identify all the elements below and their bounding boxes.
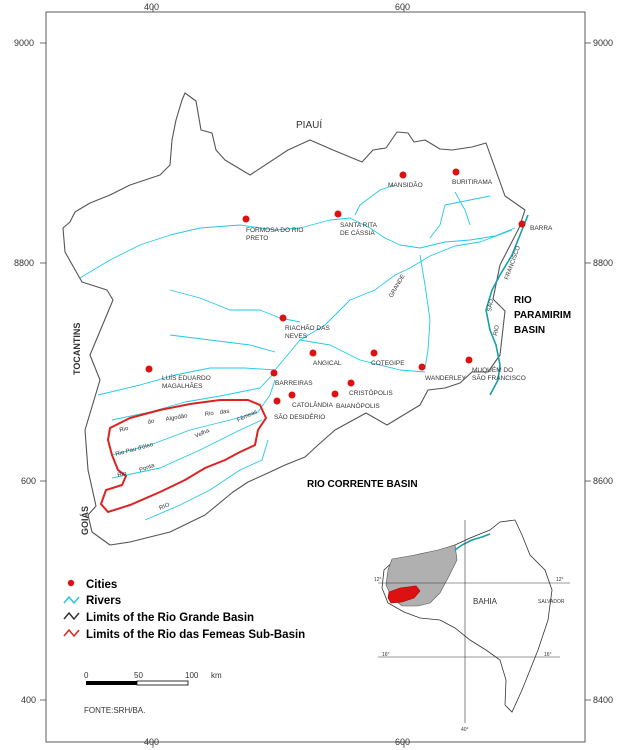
legend-femeas-limits: Limits of the Rio das Femeas Sub-Basin xyxy=(86,629,306,641)
city-label: COTEGIPE xyxy=(371,360,405,367)
basin-label-corrente: RIO CORRENTE BASIN xyxy=(307,479,418,490)
city-label: MAGALHÃES xyxy=(162,383,203,390)
city-label: NEVES xyxy=(285,333,308,340)
city-label: BARREIRAS xyxy=(275,380,313,387)
city-riachao-das-neves xyxy=(280,315,331,341)
city-label: SÃO FRANCISCO xyxy=(472,375,526,382)
legend xyxy=(64,579,305,641)
source-credit: FONTE:SRH/BA. xyxy=(84,706,146,715)
y-tick-400-left: 400 xyxy=(21,695,37,705)
river-label-pau-doleo: Rio Pau d'óleo xyxy=(114,442,155,458)
city-marker xyxy=(289,392,296,399)
city-label: FORMOSA DO RIO xyxy=(246,227,304,234)
inset-label-lat16-left: 16° xyxy=(382,652,390,658)
basin-label-paramirim-3: BASIN xyxy=(514,325,546,336)
rio-grande xyxy=(275,230,512,370)
inset-label-lat16-right: 16° xyxy=(544,652,552,658)
river-label-femeas-1: Rio xyxy=(118,425,130,434)
city-label: BURITIRAMA xyxy=(452,179,493,186)
city-label: LUÍS EDUARDO xyxy=(162,375,211,382)
river-label-ponta-2: Ponta xyxy=(138,462,156,474)
state-label-tocantins: TOCANTINS xyxy=(72,322,82,375)
legend-cities: Cities xyxy=(86,579,118,591)
scale-label-100: 100 xyxy=(185,671,199,680)
rio-grande-north xyxy=(430,196,490,238)
city-marker xyxy=(310,350,317,357)
x-tick-600-bottom: 600 xyxy=(395,737,411,747)
river-label-ponta-1: Rio xyxy=(116,470,128,479)
legend-city-icon xyxy=(68,580,74,586)
rio-grande-basin-boundary xyxy=(63,93,525,545)
legend-femeas-boundary-icon xyxy=(64,630,79,636)
y-tick-8400-right: 8400 xyxy=(593,695,614,705)
y-tick-8800-left: 8800 xyxy=(14,258,35,268)
city-angical xyxy=(310,350,342,368)
city-label: MUQUÉM DO xyxy=(472,367,514,374)
city-marker xyxy=(519,221,526,228)
scale-label-50: 50 xyxy=(134,671,143,680)
city-label: CRISTÓPOLIS xyxy=(349,390,393,397)
state-label-goias: GOIÁS xyxy=(80,505,90,535)
city-label: MANSIDÃO xyxy=(388,182,423,189)
river-label-femeas-3: Algodão xyxy=(165,413,189,423)
city-marker xyxy=(271,370,278,377)
river-label-femeas-5: das xyxy=(219,408,230,416)
y-tick-8600-right: 8600 xyxy=(593,476,614,486)
city-mansidao xyxy=(388,172,423,190)
city-buritirama xyxy=(452,169,493,187)
rio-tributary-mid xyxy=(300,340,425,372)
rio-tributary-north xyxy=(355,185,395,215)
basin-label-paramirim-2: PARAMIRIM xyxy=(514,310,572,321)
city-cotegipe xyxy=(371,350,406,368)
y-tick-9000-left: 9000 xyxy=(14,38,35,48)
river-label-femeas-4: Rio xyxy=(204,410,215,418)
city-barreiras xyxy=(271,370,314,388)
city-marker xyxy=(280,315,287,322)
scale-label-0: 0 xyxy=(84,671,89,680)
city-label: CATOLÂNDIA xyxy=(292,402,333,409)
city-marker xyxy=(400,172,407,179)
city-label: ANGICAL xyxy=(313,360,342,367)
river-label-grande: GRANDE xyxy=(388,273,407,299)
city-label: BAIANÓPOLIS xyxy=(336,403,380,410)
x-tick-600-top: 600 xyxy=(395,2,411,12)
city-marker xyxy=(419,364,426,371)
inset-label-lon40: 40° xyxy=(461,727,469,733)
city-santa-rita-de-cassia xyxy=(335,211,378,238)
rio-tributary-east xyxy=(420,255,430,368)
city-label: DE CÁSSIA xyxy=(340,230,375,237)
river-label-francisco: FRANCISCO xyxy=(504,245,522,281)
scale-unit: km xyxy=(211,671,222,680)
inset-label-bahia: BAHIA xyxy=(473,597,498,606)
river-label-rio-v: RIO xyxy=(493,324,501,337)
city-barra xyxy=(519,221,554,233)
legend-grande-limits: Limits of the Rio Grande Basin xyxy=(86,612,255,624)
state-label-piaui: PIAUÍ xyxy=(296,120,323,131)
city-marker xyxy=(243,216,250,223)
x-tick-400-bottom: 400 xyxy=(144,737,160,747)
legend-river-icon xyxy=(64,597,79,603)
scale-bar-black xyxy=(86,681,137,685)
inset-label-lat12-left: 12° xyxy=(374,577,382,583)
rio-tributary-west xyxy=(170,335,275,352)
river-label-velha: Velha xyxy=(194,428,211,440)
city-label: SÃO DESIDÉRIO xyxy=(274,414,326,421)
rio-tributary-ne xyxy=(455,192,470,225)
inset-map-bahia xyxy=(372,513,582,735)
city-label: SANTA RITA xyxy=(340,222,377,229)
city-marker xyxy=(335,211,342,218)
y-tick-9000-right: 9000 xyxy=(593,38,614,48)
city-marker xyxy=(274,398,281,405)
city-marker xyxy=(453,169,460,176)
city-marker xyxy=(332,391,339,398)
river-label-sao: SÃO xyxy=(487,298,496,313)
river-label-femeas-2: do xyxy=(147,418,155,426)
legend-grande-boundary-icon xyxy=(64,613,79,619)
basin-label-paramirim-1: RIO xyxy=(514,295,532,306)
y-tick-600-left: 600 xyxy=(21,476,37,486)
scale-bar-white xyxy=(137,681,188,685)
city-label: BARRA xyxy=(530,225,553,232)
inset-label-lat12-right: 12° xyxy=(556,577,564,583)
legend-rivers: Rivers xyxy=(86,595,122,607)
x-tick-400-top: 400 xyxy=(144,2,160,12)
river-label-rio-lower: RIO xyxy=(158,502,171,512)
river-label-femeas-6: Fêmeas xyxy=(236,409,259,424)
city-marker xyxy=(348,380,355,387)
city-marker xyxy=(371,350,378,357)
city-catolandia xyxy=(289,392,334,410)
city-marker xyxy=(146,366,153,373)
cities xyxy=(146,169,554,422)
city-cristopolis xyxy=(348,380,394,398)
city-marker xyxy=(466,357,473,364)
city-label: PRETO xyxy=(246,235,269,242)
city-luis-eduardo-magalhaes xyxy=(146,366,211,391)
y-tick-8800-right: 8800 xyxy=(593,258,614,268)
city-label: WANDERLEY xyxy=(425,375,466,382)
scale-bar xyxy=(84,671,222,685)
inset-label-salvador: SALVADOR xyxy=(538,599,565,605)
city-formosa-do-rio-preto xyxy=(243,216,304,243)
city-label: RIACHÃO DAS xyxy=(285,325,330,332)
